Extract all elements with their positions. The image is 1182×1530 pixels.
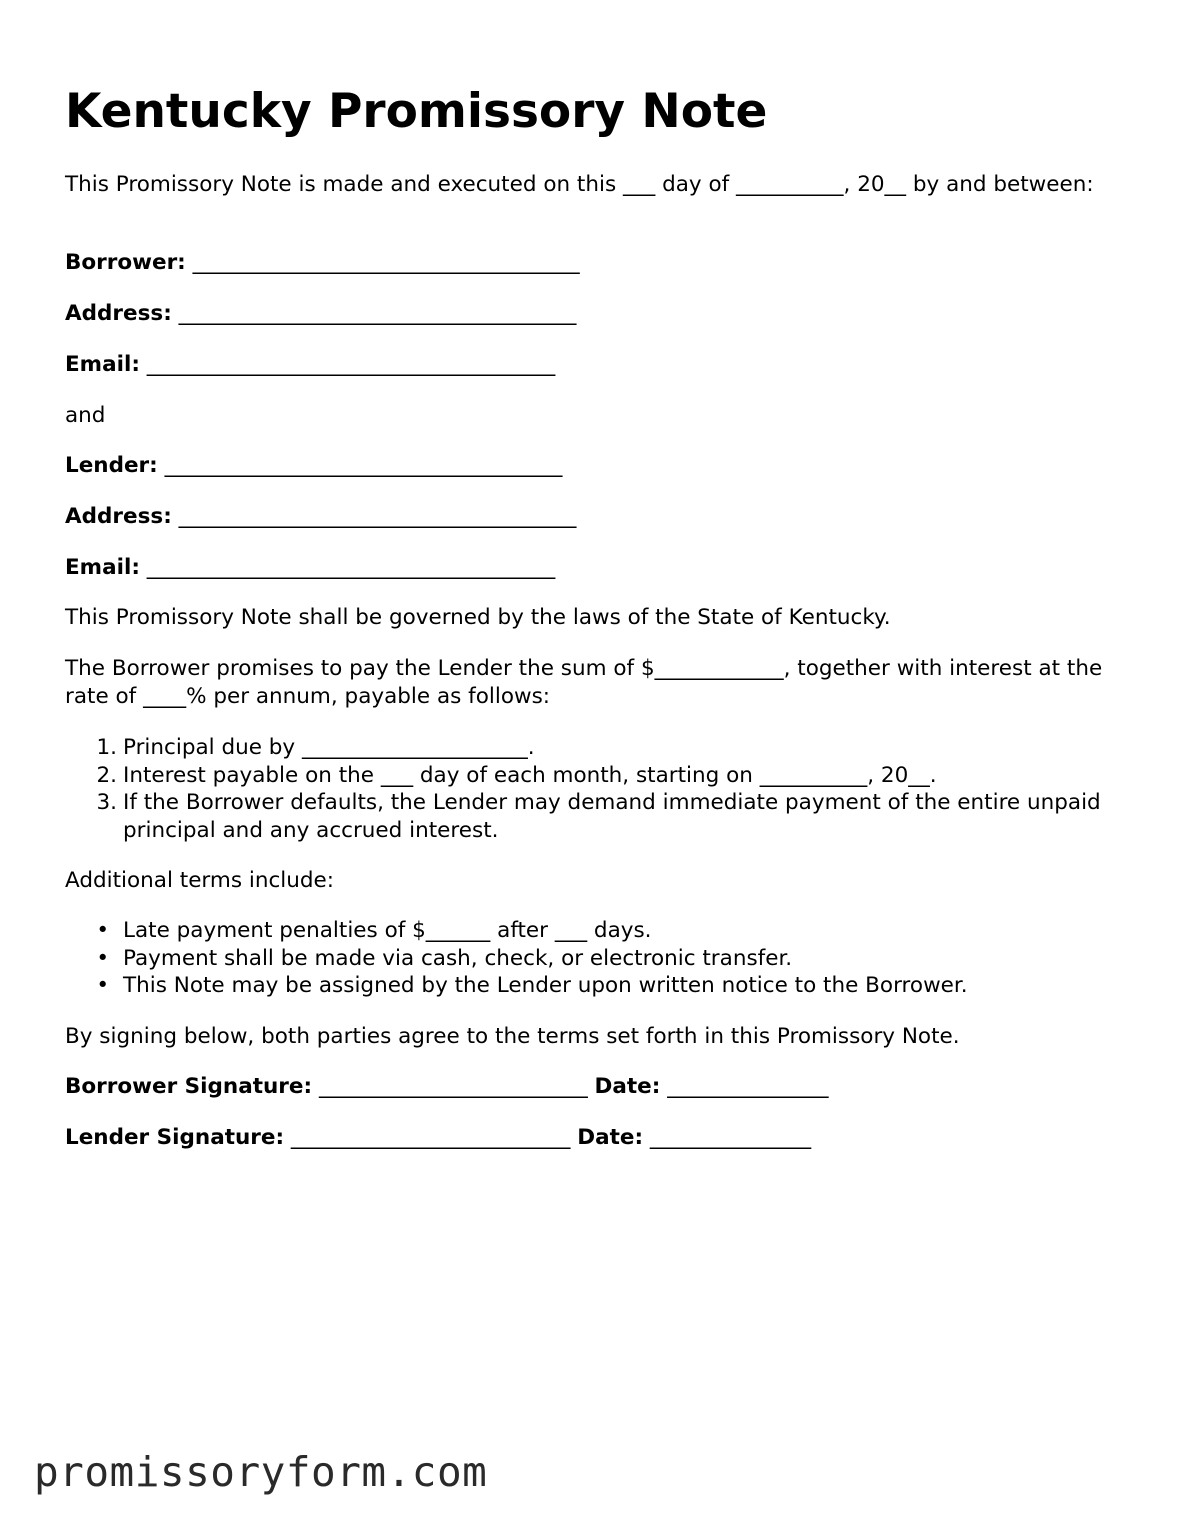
list-marker: 1. — [96, 735, 117, 760]
lender-name-label: Lender: — [65, 453, 158, 478]
borrower-address-label: Address: — [65, 301, 172, 326]
additional-terms-intro: Additional terms include: — [65, 868, 335, 893]
lender-address-blank[interactable]: _____________________________________ — [178, 504, 577, 529]
borrower-email-label: Email: — [65, 352, 140, 377]
borrower-date-blank[interactable]: _______________ — [667, 1074, 829, 1099]
list-item-text: If the Borrower defaults, the Lender may demand immediate payment of the entire unpaid principal and any accrued interest. — [123, 790, 1101, 843]
and-text: and — [65, 403, 106, 428]
payment-terms-list — [65, 734, 1125, 844]
list-item — [65, 917, 1125, 945]
additional-terms-list — [65, 917, 1125, 1000]
lender-signature-label: Lender Signature: — [65, 1125, 285, 1150]
lender-address-line — [65, 503, 1125, 531]
lender-email-blank[interactable]: ______________________________________ — [146, 555, 556, 580]
lender-name-blank[interactable]: _____________________________________ — [164, 453, 563, 478]
borrower-date-label: Date: — [594, 1074, 661, 1099]
list-marker: 3. — [96, 790, 117, 815]
borrower-signature-label: Borrower Signature: — [65, 1074, 313, 1099]
lender-email-label: Email: — [65, 555, 140, 580]
list-item — [65, 789, 1125, 844]
list-item-text: Late payment penalties of $______ after ___ days. — [123, 918, 652, 943]
bullet-marker: • — [96, 973, 109, 998]
list-item — [65, 734, 1125, 762]
list-item-text: Principal due by _____________________. — [123, 735, 535, 760]
borrower-name-blank[interactable]: ____________________________________ — [192, 250, 580, 275]
borrower-name-line — [65, 249, 1125, 277]
borrower-email-blank[interactable]: ______________________________________ — [146, 352, 556, 377]
lender-email-line — [65, 554, 1125, 582]
borrower-email-line — [65, 351, 1125, 379]
borrower-name-label: Borrower: — [65, 250, 186, 275]
borrower-address-line — [65, 300, 1125, 328]
agreement-paragraph: By signing below, both parties agree to the terms set forth in this Promissory Note. — [65, 1024, 960, 1049]
borrower-signature-line — [65, 1073, 1125, 1101]
document-title: Kentucky Promissory Note — [65, 84, 768, 139]
list-item — [65, 972, 1125, 1000]
list-item-text: Interest payable on the ___ day of each month, starting on __________, 20__. — [123, 762, 937, 788]
list-marker: 2. — [96, 762, 117, 788]
payment-intro-paragraph: The Borrower promises to pay the Lender the sum of $____________, together with interest at the rate of ____% per annum, payable as follows: — [65, 656, 1103, 709]
lender-signature-line — [65, 1124, 1125, 1152]
list-item-text: Payment shall be made via cash, check, or electronic transfer. — [123, 945, 793, 971]
watermark-logo: promissoryform.com — [34, 1448, 488, 1496]
intro-paragraph: This Promissory Note is made and executed on this ___ day of __________, 20__ by and between: — [65, 172, 1094, 197]
list-item-text: This Note may be assigned by the Lender upon written notice to the Borrower. — [123, 973, 968, 998]
lender-name-line — [65, 452, 1125, 480]
bullet-marker: • — [96, 918, 109, 943]
borrower-signature-blank[interactable]: _________________________ — [318, 1074, 588, 1099]
lender-signature-blank[interactable]: __________________________ — [290, 1125, 571, 1150]
list-item — [65, 945, 1125, 973]
lender-date-blank[interactable]: _______________ — [649, 1125, 812, 1150]
lender-address-label: Address: — [65, 504, 172, 529]
list-item — [65, 762, 1125, 790]
borrower-address-blank[interactable]: _____________________________________ — [178, 301, 577, 326]
lender-date-label: Date: — [577, 1125, 644, 1150]
bullet-marker: • — [96, 945, 109, 971]
governing-law-paragraph: This Promissory Note shall be governed by the laws of the State of Kentucky. — [65, 605, 891, 630]
